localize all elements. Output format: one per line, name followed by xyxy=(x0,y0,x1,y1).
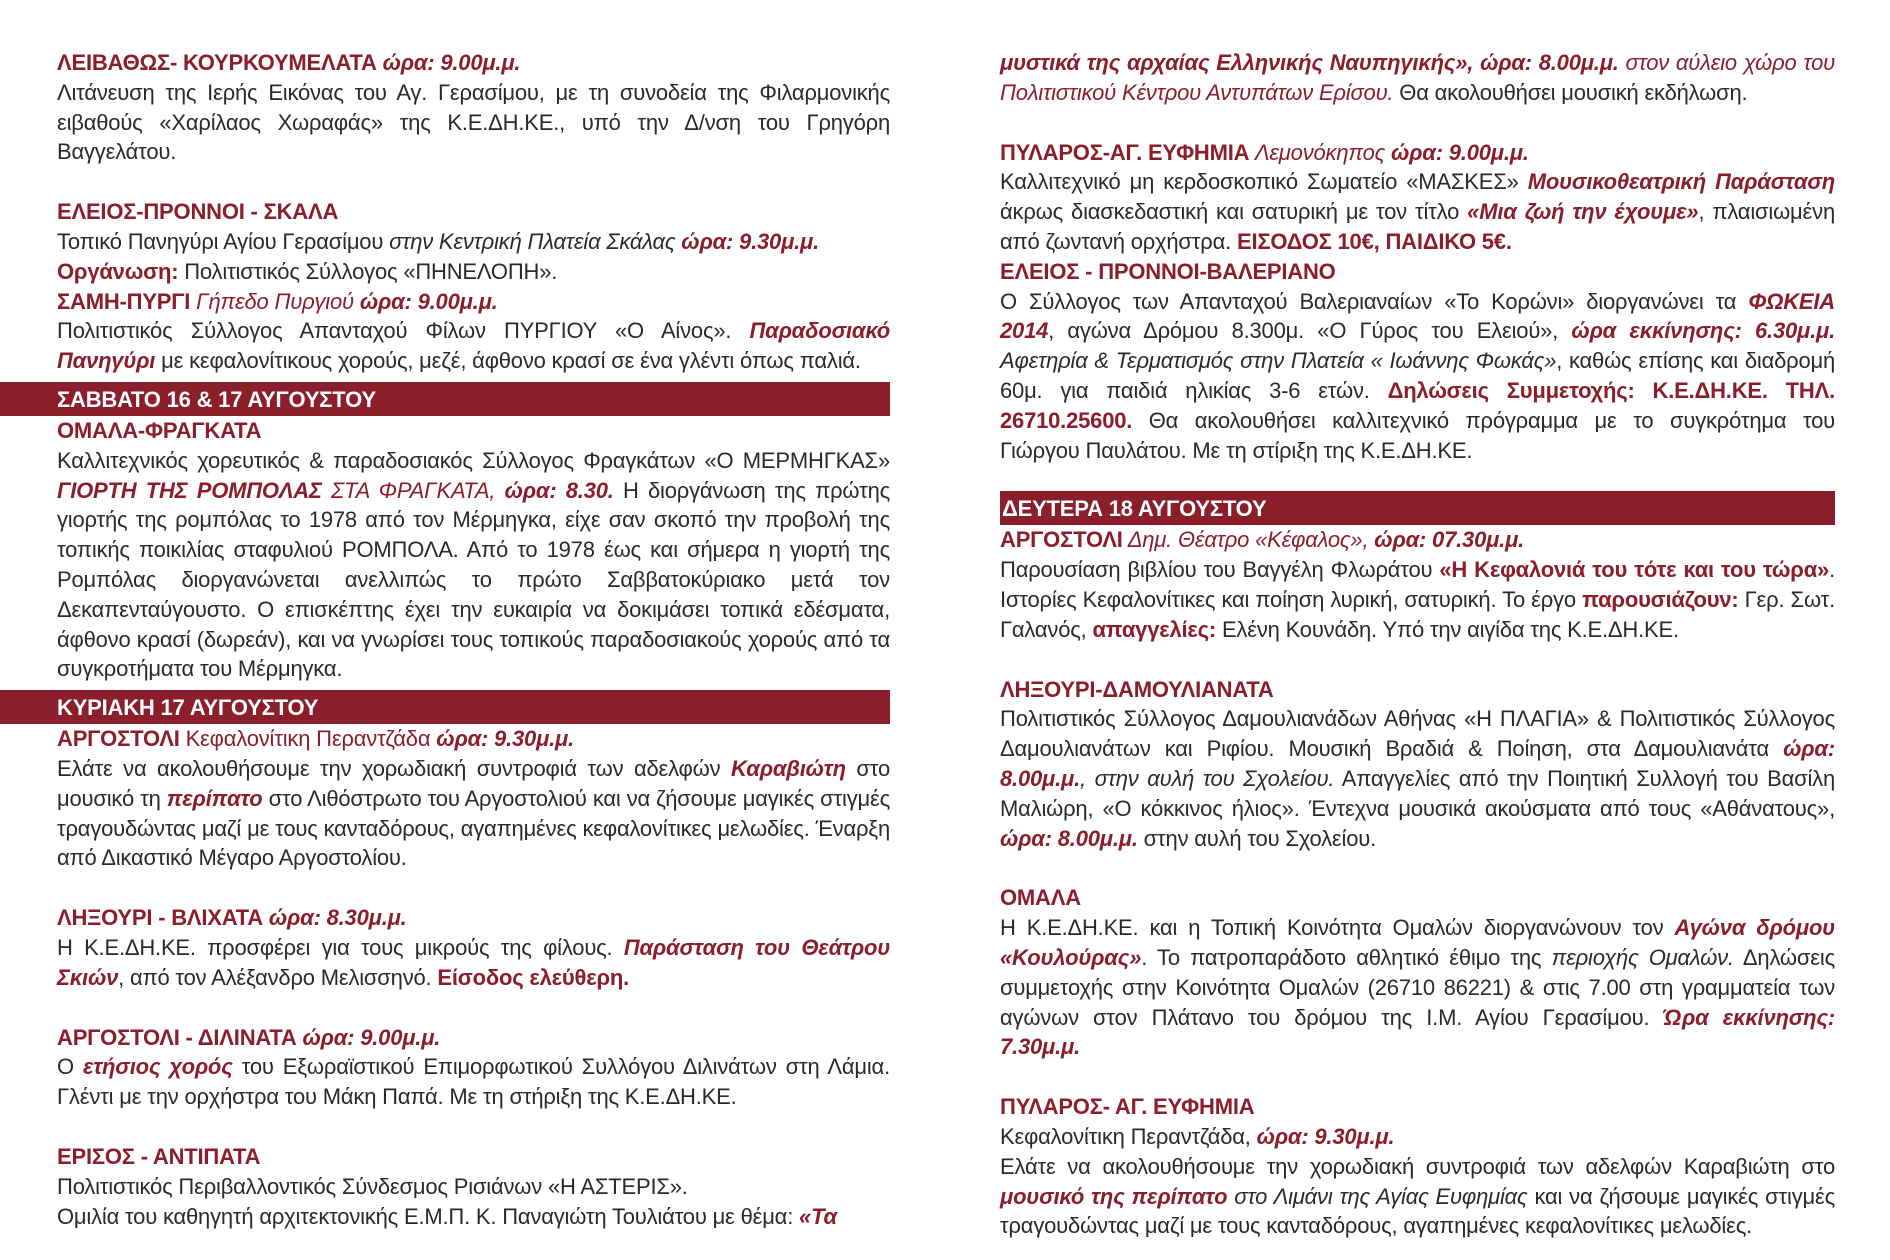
organizer-label: Οργάνωση: xyxy=(57,258,179,284)
event-time: ώρα: 9.00μ.μ. xyxy=(359,288,498,314)
event-highlight: Αγώνα δρόμου «Κουλούρας» xyxy=(1000,915,1835,970)
event-lixouri-damoulianata xyxy=(1000,675,1835,854)
event-highlight: Είσοδος ελεύθερη. xyxy=(437,964,630,990)
event-text: Καλλιτεχνικό μη κερδοσκοπικό Σωματείο «ΜΑΣΚΕΣ» xyxy=(1000,169,1528,195)
event-place: στον αύλειο χώρο του Πολιτιστικού Κέντρου Αντυπάτων Ερίσου. xyxy=(1000,50,1835,105)
event-highlight: μουσικό της περίπατο xyxy=(1000,1183,1228,1209)
event-time: ώρα: 8.30μ.μ. xyxy=(262,905,407,931)
event-highlight: ΓΙΟΡΤΗ ΤΗΣ ΡΟΜΠΟΛΑΣ xyxy=(57,477,332,503)
event-place: Λεμονόκηπος xyxy=(1249,139,1392,165)
event-heading: ΕΛΕΙΟΣ-ΠΡΟΝΝΟΙ - ΣΚΑΛΑ xyxy=(57,199,339,225)
day-bar-monday: ΔΕΥΤΕΡΑ 18 ΑΥΓΟΥΣΤΟΥ xyxy=(1000,491,1835,525)
event-text: , από τον Αλέξανδρο Μελισσηνό. xyxy=(118,964,438,990)
event-text: Πολιτιστικός Σύλλογος Δαμουλιανάδων Αθήνας «Η ΠΛΑΓΙΑ» & Πολιτιστικός Σύλλογος Δαμουλιανάτων και Ριφίου. Μουσική Βραδιά & Ποίηση, στα Δαμουλιανάτα xyxy=(1000,706,1835,762)
event-highlight: ΦΩΚΕΙΑ 2014 xyxy=(1000,288,1835,344)
event-heading: ΠΥΛΑΡΟΣ- ΑΓ. ΕΥΦΗΜΙΑ xyxy=(1000,1094,1255,1120)
event-time: ώρα: 8.00μ.μ. xyxy=(1000,825,1138,851)
event-time: ώρα: 9.30μ.μ. xyxy=(681,228,820,254)
event-highlight: περίπατο xyxy=(166,785,263,811)
event-highlight: Παράσταση του Θεάτρου Σκιών xyxy=(57,934,891,990)
event-time: ώρα: 9.30μ.μ. xyxy=(436,726,575,752)
event-place: Κεφαλονίτικη Περαντζάδα, xyxy=(1000,1123,1257,1149)
event-highlight: Μουσικοθεατρική Παράσταση xyxy=(1527,169,1835,195)
event-time: ώρα: 8.00μ.μ. xyxy=(1000,736,1835,791)
event-place: ΣΤΑ ΦΡΑΓΚΑΤΑ, xyxy=(331,477,505,503)
event-place: Δημ. Θέατρο «Κέφαλος», xyxy=(1122,527,1375,553)
event-heading: ΑΡΓΟΣΤΟΛΙ xyxy=(1000,527,1123,553)
event-heading: ΛΕΙΒΑΘΩΣ- ΚΟΥΡΚΟΥΜΕΛΑΤΑ xyxy=(57,50,377,75)
event-highlight: «Η Κεφαλονιά του τότε και του τώρα» xyxy=(1439,557,1830,583)
event-text: Ελάτε να ακολουθήσουμε την χορωδιακή συντροφιά των αδελφών Καραβιώτη στο xyxy=(1000,1153,1835,1179)
event-place: στο Λιμάνι της Αγίας Ευφημίας xyxy=(1227,1183,1528,1209)
event-time: Ώρα εκκίνησης: 7.30μ.μ. xyxy=(1000,1004,1835,1060)
event-eleios-valeriano xyxy=(1000,257,1835,466)
event-text: Η διοργάνωση της πρώτης γιορτής της ρομπόλας το 1978 από τον Μέρμηγκα, είχε σαν σκοπό την προβολή της τοπικής ποικιλίας σταφυλιού ΡΟΜΠΟΛΑ. Από το 1978 έως και σήμερα η γιορτή της Ρομπόλας διοργανώνεται ανελλιπώς το πρώτο Σαββατοκύριακο μετά τον Δεκαπενταύγουστο. Ο επισκέπτης έχει την ευκαιρία να δοκιμάσει τοπικά εδέσματα, άφθονο κρασί (δωρεάν), και να γνωρίσει τους τοπικούς παραδοσιακούς χορούς από τα συγκροτήματα του Μέρμηγκα. xyxy=(57,477,891,682)
event-heading: ΠΥΛΑΡΟΣ-ΑΓ. ΕΥΦΗΜΙΑ xyxy=(1000,139,1250,165)
event-erisos-continued xyxy=(1000,48,1835,108)
event-text: Πολιτιστικός Σύλλογος Απανταχού Φίλων ΠΥΡΓΙΟΥ «Ο Αίνος». xyxy=(57,318,750,344)
event-eleios-skala xyxy=(0,197,890,286)
event-text: Ομιλία του καθηγητή αρχιτεκτονικής Ε.Μ.Π. Κ. Παναγιώτη Τουλιάτου με θέμα: xyxy=(57,1203,800,1229)
event-price: ΕΙΣΟΔΟΣ 10€, ΠΑΙΔΙΚΟ 5€. xyxy=(1236,228,1512,254)
event-text: Απαγγελίες από την Ποιητική Συλλογή του Βασίλη Μαλιώρη, «Ο κόκκινος ήλιος». Έντεχνα μουσικά ακούσματα από τους «Αθάνατους», xyxy=(1000,765,1835,821)
event-text: Η Κ.Ε.ΔΗ.ΚΕ. προσφέρει για τους μικρούς της φίλους. xyxy=(57,934,624,960)
event-time: ώρα: 8.30. xyxy=(504,477,614,503)
event-text: Ο Σύλλογος των Απανταχού Βαλεριαναίων «Το Κορώνι» διοργανώνει τα xyxy=(1000,288,1749,314)
event-text: Γερ. Σωτ. Γαλανός, xyxy=(1000,586,1836,642)
event-text: Η Κ.Ε.ΔΗ.ΚΕ. και η Τοπική Κοινότητα Ομαλών διοργανώνουν τον xyxy=(1000,915,1675,941)
event-text: Δηλώσεις συμμετοχής στην Κοινότητα Ομαλών (26710 86221) & στις 7.00 στη γραμματεία των αγώνων στον Πλάτανο του δρόμου της Ι.Μ. Αγίου Γερασίμου. xyxy=(1000,944,1835,1030)
event-text: Τοπικό Πανηγύρι Αγίου Γερασίμου xyxy=(57,228,390,254)
event-highlight: Παραδοσιακό Πανηγύρι xyxy=(57,318,890,374)
event-time: , ώρα: 8.00μ.μ. xyxy=(1467,50,1619,75)
event-erisos-antipata xyxy=(0,1142,890,1231)
event-place: Γήπεδο Πυργιού xyxy=(190,288,360,314)
event-time: ώρα: 9.00μ.μ. xyxy=(296,1024,441,1050)
event-text: Θα ακολουθήσει μουσική εκδήλωση. xyxy=(1393,79,1748,105)
event-highlight: Καραβιώτη xyxy=(730,755,846,781)
event-text: στο Λιθόστρωτο του Αργοστολιού και να ζήσουμε μαγικές στιγμές τραγουδώντας μαζί με τους κανταδόρους, αγαπημένες κεφαλονίτικες μελωδίες. Έναρξη από Δικαστικό Μέγαρο Αργοστολίου. xyxy=(57,785,891,871)
event-text: του Εξωραϊστικού Επιμορφωτικού Συλλόγου Διλινάτων στη Λάμια. Γλέντι με την ορχήστρα του Μάκη Παπά. Με τη στήριξη της Κ.Ε.ΔΗ.ΚΕ. xyxy=(57,1054,890,1110)
event-lixouri-vlichata xyxy=(0,903,890,992)
event-text: Λιτάνευση της Ιερής Εικόνας του Αγ. Γερασίμου, με τη συνοδεία της Φιλαρμονικής ειβαθούς «Χαρίλαος Χωραφάς» της Κ.Ε.ΔΗ.ΚΕ., υπό την Δ/νση του Γρηγόρη Βαγγελάτου. xyxy=(57,79,890,165)
event-text: Ελένη Κουνάδη. Υπό την αιγίδα της Κ.Ε.ΔΗ.ΚΕ. xyxy=(1216,616,1679,642)
event-heading: ΣΑΜΗ-ΠΥΡΓΙ xyxy=(57,288,191,314)
organizer-text: Πολιτιστικός Σύλλογος «ΠΗΝΕΛΟΠΗ». xyxy=(178,258,558,284)
event-time: ώρα: 9.30μ.μ. xyxy=(1256,1123,1395,1149)
event-text: , καθώς επίσης και διαδρομή 60μ. για παιδιά ηλικίας 3-6 ετών. xyxy=(1000,348,1836,403)
event-argostoli-dilinata xyxy=(0,1023,890,1112)
event-text: στο μουσικό τη xyxy=(57,755,890,811)
event-time: ώρα: 9.00μ.μ. xyxy=(1391,139,1529,165)
event-text: με κεφαλονίτικους χορούς, μεζέ, άφθονο κρασί σε ένα γλέντι όπως παλιά. xyxy=(155,348,861,374)
event-heading: ΛΗΞΟΥΡΙ-ΔΑΜΟΥΛΙΑΝΑΤΑ xyxy=(1000,676,1274,702)
event-text: στην αυλή του Σχολείου. xyxy=(1137,825,1376,851)
event-place: , στην αυλή του Σχολείου. xyxy=(1079,765,1335,791)
event-highlight: παρουσιάζουν: xyxy=(1582,586,1739,612)
event-place: Κεφαλονίτικη Περαντζάδα xyxy=(179,726,437,752)
event-argostoli-kefalos xyxy=(1000,525,1835,644)
event-text: , πλαισιωμένη από ζωντανή ορχήστρα. xyxy=(1000,199,1835,254)
event-omala-race xyxy=(1000,883,1835,1062)
event-text: Ελάτε να ακολουθήσουμε την χορωδιακή συντροφιά των αδελφών xyxy=(57,755,731,781)
event-heading: ΑΡΓΟΣΤΟΛΙ xyxy=(57,726,180,752)
event-highlight: ετήσιος χορός xyxy=(82,1054,233,1080)
event-heading: ΑΡΓΟΣΤΟΛΙ - ΔΙΛΙΝΑΤΑ xyxy=(57,1024,297,1050)
event-text: . Ιστορίες Κεφαλονίτικες και ποίηση λυρική, σατυρική. Το έργο xyxy=(1000,557,1835,612)
event-heading: ΕΛΕΙΟΣ - ΠΡΟΝΝΟΙ-ΒΑΛΕΡΙΑΝΟ xyxy=(1000,258,1336,284)
event-place: περιοχής Ομαλών. xyxy=(1551,944,1734,970)
event-text: και να ζήσουμε μαγικές στιγμές τραγουδώντας μαζί με τους κανταδόρους, αγαπημένες κεφαλονίτικες μελωδίες. xyxy=(1000,1183,1835,1239)
event-heading: ΕΡΙΣΟΣ - ΑΝΤΙΠΑΤΑ xyxy=(57,1143,261,1169)
event-text: Πολιτιστικός Περιβαλλοντικός Σύνδεσμος Ρισιάνων «Η ΑΣΤΕΡΙΣ». xyxy=(57,1173,688,1199)
event-time: ώρα εκκίνησης: 6.30μ.μ. xyxy=(1571,318,1835,344)
event-highlight: «Μια ζωή την έχουμε» xyxy=(1467,199,1699,225)
event-place: στην Κεντρική Πλατεία Σκάλας xyxy=(389,228,682,254)
event-text: , αγώνα Δρόμου 8.300μ. «Ο Γύρος του Ελειού», xyxy=(1048,318,1572,344)
event-text: . Το πατροπαράδοτο αθλητικό έθιμο της xyxy=(1141,944,1552,970)
event-highlight: απαγγελίες: xyxy=(1092,616,1217,642)
event-time: ώρα: 07.30μ.μ. xyxy=(1374,527,1525,553)
event-text: Ο xyxy=(57,1054,83,1080)
day-bar-sunday: ΚΥΡΙΑΚΗ 17 ΑΥΓΟΥΣΤΟΥ xyxy=(0,690,890,724)
event-pylaros-lemonokipos xyxy=(1000,138,1835,257)
event-text: άκρως διασκεδαστική και σατυρική με τον τίτλο xyxy=(1000,199,1468,225)
event-omala-fragkata xyxy=(0,416,890,684)
left-column xyxy=(0,48,890,1231)
event-leivathos xyxy=(0,48,890,167)
event-heading: ΟΜΑΛΑ-ΦΡΑΓΚΑΤΑ xyxy=(57,417,262,443)
event-contact: Δηλώσεις Συμμετοχής: Κ.Ε.ΔΗ.ΚΕ. ΤΗΛ. 26710.25600. xyxy=(1000,377,1835,433)
event-heading: ΟΜΑΛΑ xyxy=(1000,885,1081,911)
event-place: Αφετηρία & Τερματισμός στην Πλατεία « Ιωάννης Φωκάς» xyxy=(1000,348,1557,374)
right-column xyxy=(1000,48,1835,1241)
event-text: Παρουσίαση βιβλίου του Βαγγέλη Φλωράτου xyxy=(1000,557,1440,583)
day-bar-saturday: ΣΑΒΒΑΤΟ 16 & 17 ΑΥΓΟΥΣΤΟΥ xyxy=(0,382,890,416)
event-time: ώρα: 9.00μ.μ. xyxy=(382,50,521,75)
event-pylaros-agia-efimia xyxy=(1000,1092,1835,1241)
event-text: Θα ακολουθήσει καλλιτεχνικό πρόγραμμα με το συγκρότημα του Γιώργου Παυλάτου. Με τη στίριξη της Κ.Ε.ΔΗ.ΚΕ. xyxy=(1000,407,1835,463)
event-heading: ΛΗΞΟΥΡΙ - ΒΛΙΧΑΤΑ xyxy=(57,905,263,931)
event-sami-pyrgi xyxy=(0,287,890,376)
event-text: Καλλιτεχνικός χορευτικός & παραδοσιακός Σύλλογος Φραγκάτων «Ο ΜΕΡΜΗΓΚΑΣ» xyxy=(57,447,890,473)
event-highlight: «Τα xyxy=(799,1203,837,1229)
event-highlight: μυστικά της αρχαίας Ελληνικής Ναυπηγικής» xyxy=(1000,50,1468,75)
event-argostoli-perantzada xyxy=(0,724,890,873)
